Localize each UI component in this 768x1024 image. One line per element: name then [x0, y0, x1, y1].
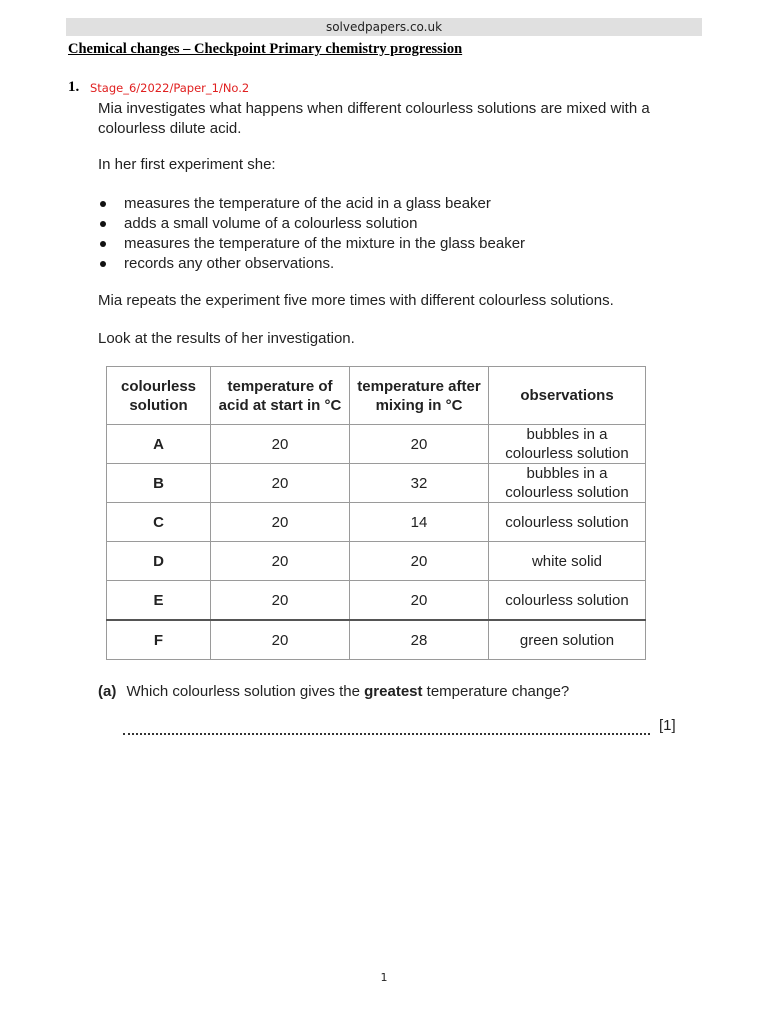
- cell-temp-start: 20: [211, 503, 350, 542]
- table-row: [107, 542, 646, 581]
- cell-solution: F: [107, 620, 211, 660]
- answer-line[interactable]: [123, 733, 650, 735]
- page-number: 1: [380, 971, 388, 984]
- table-row: [107, 425, 646, 464]
- step-item: records any other observations.: [98, 254, 525, 274]
- table-row: [107, 464, 646, 503]
- cell-temp-start: 20: [211, 542, 350, 581]
- look-text: Look at the results of her investigation.: [98, 330, 355, 347]
- cell-solution: B: [107, 464, 211, 503]
- part-a-label: (a): [98, 683, 117, 700]
- step-item: measures the temperature of the acid in a glass beaker: [98, 194, 525, 214]
- cell-observation: colourless solution: [489, 503, 646, 542]
- cell-observation: white solid: [489, 542, 646, 581]
- marks-label: [1]: [659, 717, 676, 734]
- cell-temp-start: 20: [211, 581, 350, 621]
- cell-solution: A: [107, 425, 211, 464]
- results-table: [106, 366, 646, 660]
- table-header-row: [107, 367, 646, 425]
- header-observations: observations: [489, 367, 646, 425]
- cell-temp-after: 20: [350, 542, 489, 581]
- document-title: Chemical changes – Checkpoint Primary chemistry progression: [68, 41, 463, 57]
- question-intro: Mia investigates what happens when different colourless solutions are mixed with a colourless dilute acid.: [98, 100, 650, 137]
- cell-solution: E: [107, 581, 211, 621]
- cell-temp-after: 14: [350, 503, 489, 542]
- cell-temp-after: 28: [350, 620, 489, 660]
- repeat-text: Mia repeats the experiment five more times with different colourless solutions.: [98, 292, 614, 309]
- step-item: measures the temperature of the mixture in the glass beaker: [98, 234, 525, 254]
- question-reference: Stage_6/2022/Paper_1/No.2: [90, 81, 250, 95]
- part-a-emphasis: greatest: [364, 683, 423, 700]
- header-solution: colourless solution: [107, 367, 211, 425]
- part-a-text-after: temperature change?: [426, 683, 570, 700]
- cell-temp-start: 20: [211, 620, 350, 660]
- cell-solution: D: [107, 542, 211, 581]
- first-experiment-text: In her first experiment she:: [98, 156, 276, 173]
- cell-observation: bubbles in a colourless solution: [489, 425, 646, 464]
- experiment-steps: [98, 194, 525, 274]
- question-number: 1.: [68, 79, 80, 95]
- cell-observation: green solution: [489, 620, 646, 660]
- question-part-a: [98, 683, 569, 700]
- cell-temp-start: 20: [211, 425, 350, 464]
- cell-observation: colourless solution: [489, 581, 646, 621]
- header-temp-start: temperature of acid at start in °C: [211, 367, 350, 425]
- cell-temp-after: 32: [350, 464, 489, 503]
- cell-observation: bubbles in a colourless solution: [489, 464, 646, 503]
- table-row: [107, 503, 646, 542]
- part-a-text-before: Which colourless solution gives the: [126, 683, 360, 700]
- cell-temp-start: 20: [211, 464, 350, 503]
- cell-temp-after: 20: [350, 425, 489, 464]
- step-item: adds a small volume of a colourless solution: [98, 214, 525, 234]
- table-row: [107, 620, 646, 660]
- site-header: solvedpapers.co.uk: [66, 18, 702, 36]
- table-row: [107, 581, 646, 621]
- cell-solution: C: [107, 503, 211, 542]
- header-temp-after: temperature after mixing in °C: [350, 367, 489, 425]
- cell-temp-after: 20: [350, 581, 489, 621]
